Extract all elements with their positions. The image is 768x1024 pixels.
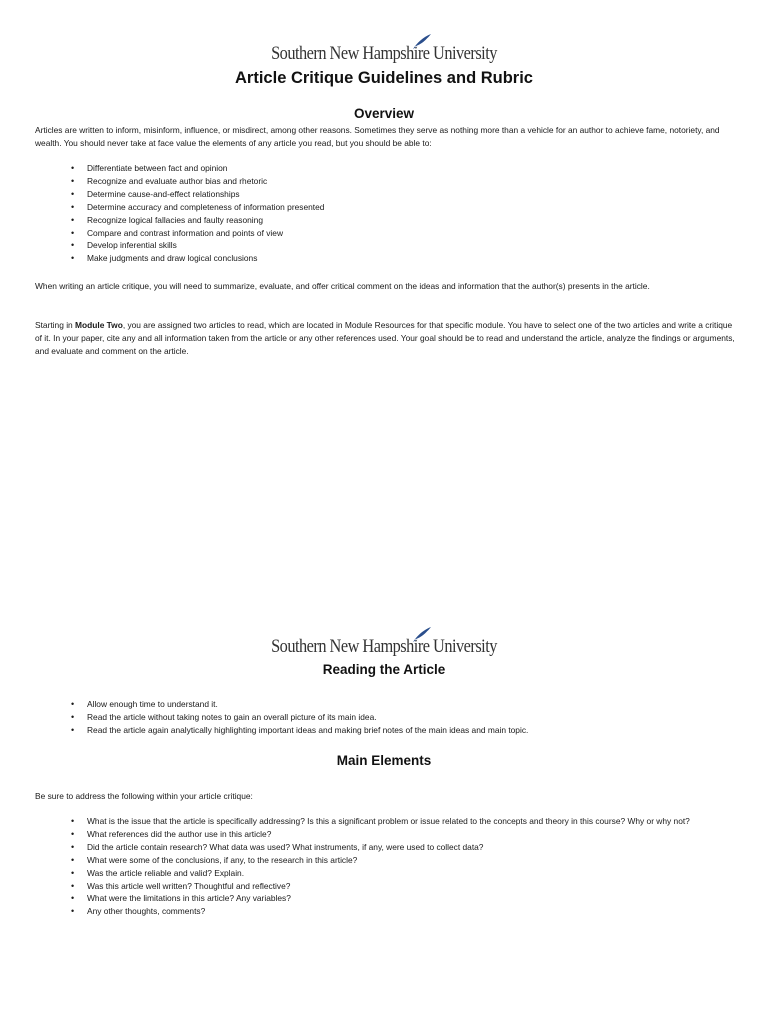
list-item: • Compare and contrast information and points of view (71, 227, 731, 240)
list-item: • What were the limitations in this article? Any variables? (71, 892, 731, 905)
list-item: • Differentiate between fact and opinion (71, 162, 731, 175)
list-item: • What were some of the conclusions, if any, to the research in this article? (71, 854, 731, 867)
module-paragraph (35, 319, 735, 358)
list-item: • What references did the author use in this article? (71, 828, 731, 841)
intro-paragraph: Articles are written to inform, misinform, influence, or misdirect, among other reasons. Sometimes they serve as nothing more than a vehicle for an author to achieve fame, notoriety, and wealth. You should never take at face value the elements of any article you read, but you should be able to: (35, 125, 720, 148)
questions-list (71, 815, 731, 918)
list-item: • Recognize logical fallacies and faulty reasoning (71, 214, 731, 227)
reading-list (71, 698, 731, 737)
overview-heading: Overview (353, 106, 415, 121)
module-two-label: Module Two (75, 320, 123, 330)
main-elements-heading: Main Elements (336, 753, 432, 768)
list-item: • Read the article again analytically highlighting important ideas and making brief notes of the main ideas and main topic. (71, 724, 731, 737)
list-item: • Any other thoughts, comments? (71, 905, 731, 918)
university-logo (54, 43, 714, 65)
list-item: • Recognize and evaluate author bias and rhetoric (71, 175, 731, 188)
skills-list (71, 162, 731, 265)
document-title: Article Critique Guidelines and Rubric (235, 69, 533, 87)
university-logo (54, 636, 714, 658)
reading-heading: Reading the Article (322, 662, 446, 677)
module-text-rest: , you are assigned two articles to read, which are located in Module Resources for that specific module. You have to select one of the two articles and write a critique of it. In your paper, cite any and all information taken from the article or any other references used. Your goal should be to read and understand the article, analyze the findings or arguments, and evaluate and comment on the article. (35, 320, 735, 356)
list-item: • What is the issue that the article is specifically addressing? Is this a significant problem or issue related to the concepts and theory in this course? Why or why not? (71, 815, 731, 828)
list-item: • Was the article reliable and valid? Explain. (71, 867, 731, 880)
university-name: Southern New Hampshire University (271, 43, 497, 64)
module-text-start: Starting in (35, 320, 76, 330)
university-name: Southern New Hampshire University (271, 636, 497, 657)
list-item: • Read the article without taking notes to gain an overall picture of its main idea. (71, 711, 731, 724)
leaf-logo-icon (411, 33, 433, 51)
list-item: • Develop inferential skills (71, 239, 731, 252)
leaf-logo-icon (411, 626, 433, 644)
list-item: • Determine accuracy and completeness of information presented (71, 201, 731, 214)
elements-intro: Be sure to address the following within your article critique: (35, 791, 253, 801)
list-item: • Did the article contain research? What data was used? What instruments, if any, were used to collect data? (71, 841, 731, 854)
critique-paragraph: When writing an article critique, you will need to summarize, evaluate, and offer critical comment on the ideas and information that the author(s) presents in the article. (35, 281, 650, 291)
list-item: • Determine cause-and-effect relationships (71, 188, 731, 201)
list-item: • Was this article well written? Thoughtful and reflective? (71, 880, 731, 893)
list-item: • Allow enough time to understand it. (71, 698, 731, 711)
list-item: • Make judgments and draw logical conclusions (71, 252, 731, 265)
